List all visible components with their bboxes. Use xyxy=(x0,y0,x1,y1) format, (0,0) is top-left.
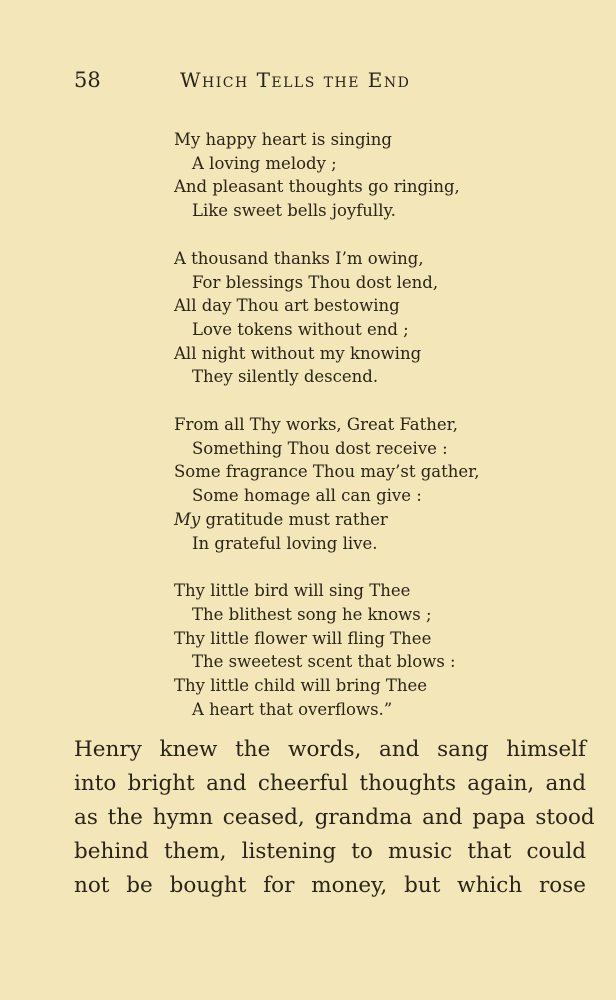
poem-line: In grateful loving live. xyxy=(192,533,378,553)
poem-line: Thy little child will bring Thee xyxy=(174,676,428,696)
prose-line: behind them, listening to music that could xyxy=(74,839,586,864)
poem-line: They silently descend. xyxy=(192,367,379,387)
poem-line: My happy heart is singing xyxy=(174,130,392,149)
poem-stanza xyxy=(174,128,534,223)
running-title: Which Tells the End xyxy=(180,68,411,92)
poem-line-rest: gratitude must rather xyxy=(200,509,388,529)
prose-line: not be bought for money, but which rose xyxy=(74,873,586,898)
poem-line: A loving melody ; xyxy=(192,153,337,173)
poem-line: The blithest song he knows ; xyxy=(192,604,432,624)
poem-line: All day Thou art bestowing xyxy=(174,296,400,316)
poem-line-emphasis: My xyxy=(174,509,201,529)
poem-line: And pleasant thoughts go ringing, xyxy=(174,177,460,197)
poem-line: A heart that overflows.” xyxy=(192,699,393,719)
prose-line: into bright and cheerful thoughts again, and xyxy=(74,771,586,796)
poem xyxy=(174,128,534,745)
poem-line: Thy little flower will fling Thee xyxy=(174,628,432,648)
prose-paragraph xyxy=(74,733,595,903)
poem-line: A thousand thanks I’m owing, xyxy=(174,248,424,268)
poem-stanza xyxy=(174,247,534,389)
poem-line: Thy little bird will sing Thee xyxy=(174,581,411,601)
poem-line: Some homage all can give : xyxy=(192,486,422,506)
poem-line: Like sweet bells joyfully. xyxy=(192,201,396,221)
page-number: 58 xyxy=(74,68,101,92)
poem-line: All night without my knowing xyxy=(174,343,422,363)
poem-line: From all Thy works, Great Father, xyxy=(174,415,458,435)
poem-line: For blessings Thou dost lend, xyxy=(192,272,439,292)
poem-line: Love tokens without end ; xyxy=(192,319,409,339)
page-header xyxy=(74,68,474,102)
poem-stanza xyxy=(174,413,534,555)
poem-stanza xyxy=(174,579,534,721)
poem-line: The sweetest scent that blows : xyxy=(192,652,456,672)
prose-line: Henry knew the words, and sang himself xyxy=(74,737,586,762)
poem-line: Something Thou dost receive : xyxy=(192,438,448,458)
poem-line xyxy=(174,508,534,532)
prose-line: as the hymn ceased, grandma and papa stood xyxy=(74,805,595,830)
poem-line: Some fragrance Thou may’st gather, xyxy=(174,462,480,482)
